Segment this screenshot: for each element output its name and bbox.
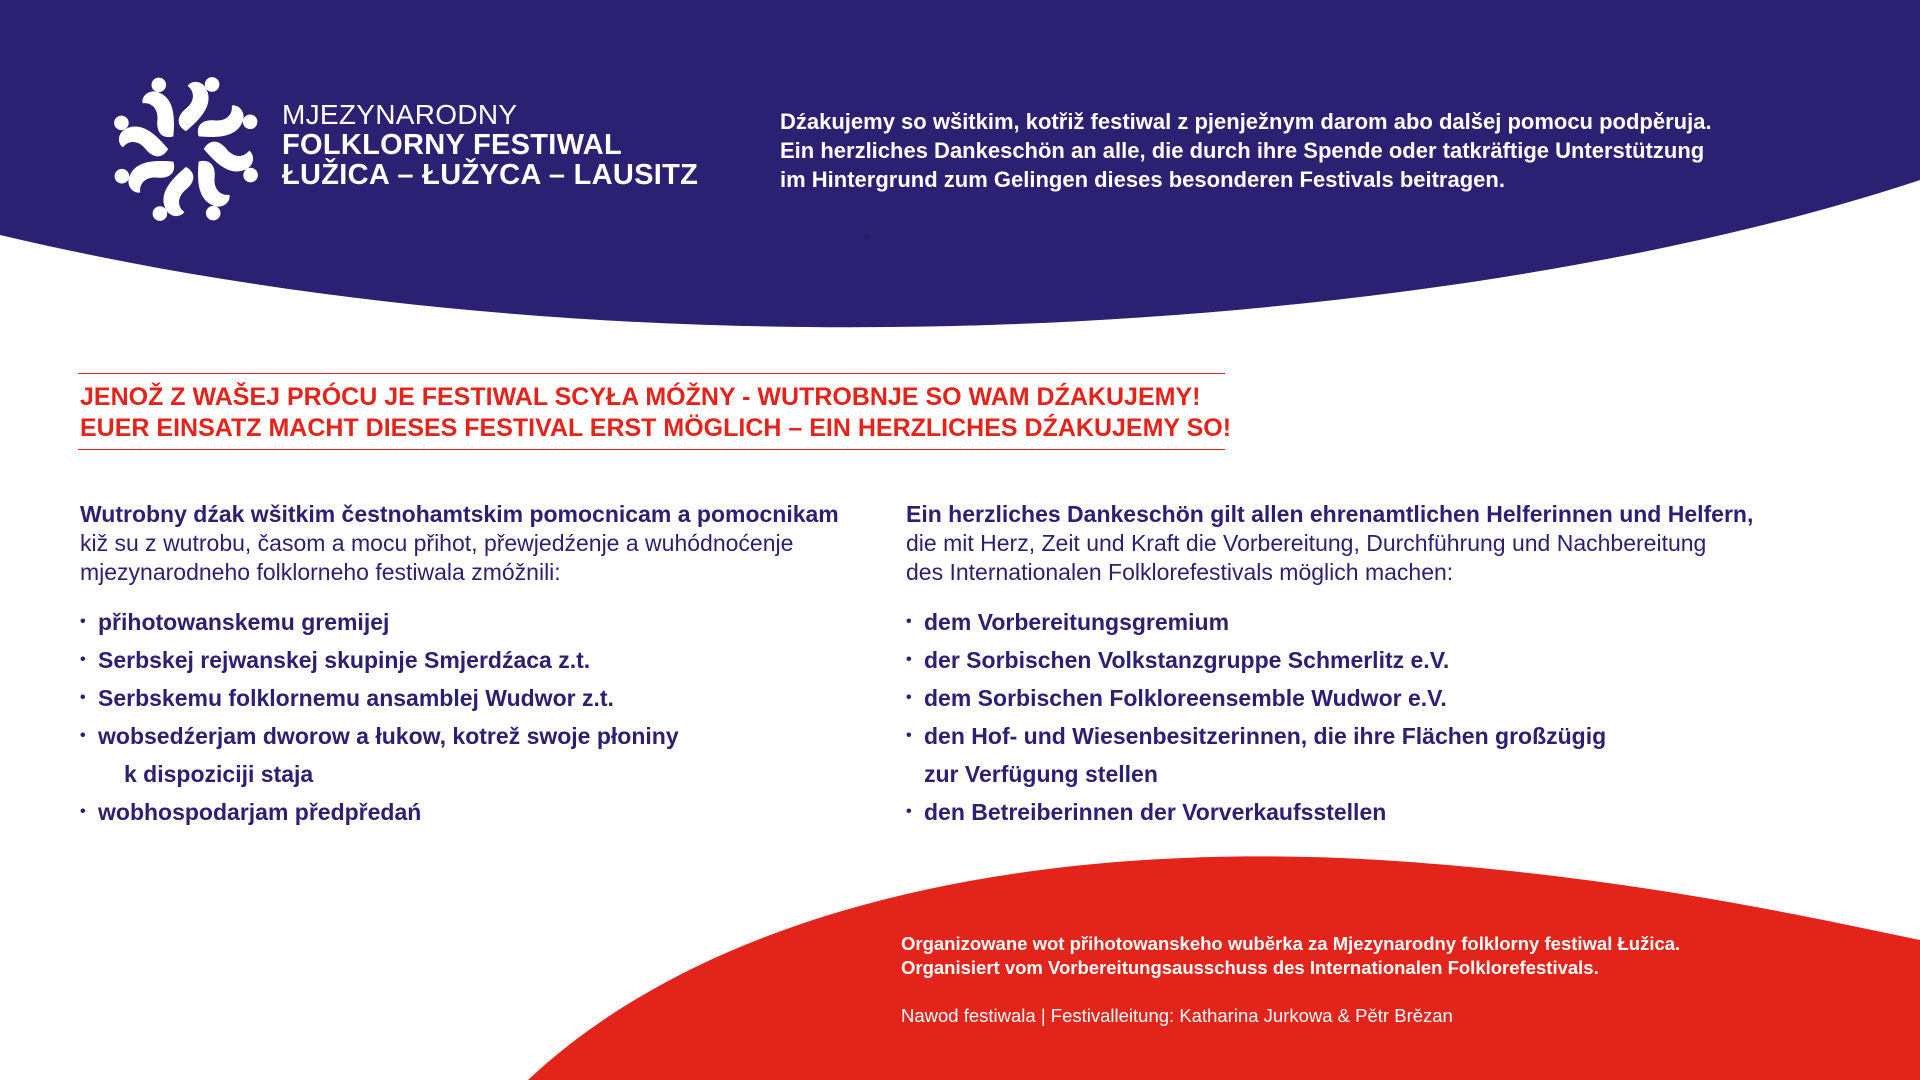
festival-leadership: Nawod festiwala | Festivalleitung: Katharina Jurkowa & Pětr Brězan <box>901 1005 1453 1026</box>
thanks-list <box>906 603 1866 831</box>
column-intro-heading: Ein herzliches Dankeschön gilt allen ehrenamtlichen Helferinnen und Helfern, <box>906 501 1754 527</box>
flower-dot <box>243 114 258 129</box>
thanks-list <box>80 603 900 831</box>
list-item <box>906 679 1866 717</box>
stray-caron-mark: ˇ <box>865 233 870 249</box>
bullet-icon: • <box>906 651 912 668</box>
flower-dot <box>115 169 130 184</box>
bullet-icon: • <box>80 803 86 820</box>
header-thanks-line: im Hintergrund zum Gelingen dieses besonderen Festivals beitragen. <box>780 167 1505 192</box>
list-item-text: den Betreiberinnen der Vorverkaufsstellen <box>924 799 1387 825</box>
bullet-icon: • <box>80 727 86 744</box>
column-intro-line: des Internationalen Folklorefestivals möglich machen: <box>906 559 1454 585</box>
list-item-text: dem Sorbischen Folkloreensemble Wudwor e.V. <box>924 685 1447 711</box>
list-item <box>80 679 900 717</box>
list-item <box>80 603 900 641</box>
bullet-icon: • <box>906 689 912 706</box>
list-item <box>80 641 900 679</box>
list-item <box>80 717 900 793</box>
header-thanks-text <box>780 107 1840 194</box>
list-item-text: wobhospodarjam předpředań <box>98 799 422 825</box>
german-thanks-column <box>906 500 1866 831</box>
flower-dot <box>114 116 129 131</box>
flower-ornament-icon <box>105 68 267 230</box>
list-item-text: dem Vorbereitungsgremium <box>924 609 1230 635</box>
flower-dot <box>243 168 258 183</box>
logo-line-1: MJEZYNARODNY <box>282 99 518 130</box>
sorbian-thanks-column <box>80 500 900 831</box>
bullet-icon: • <box>80 651 86 668</box>
logo-line-2: FOLKLORNY FESTIWAL <box>282 129 622 161</box>
footer-line-sorbian: Organizowane wot přihotowanskeho wuběrka za Mjezynarodny folklorny festiwal Łužica. <box>901 933 1681 954</box>
red-headline <box>78 373 1232 450</box>
list-item <box>906 603 1866 641</box>
bullet-icon: • <box>906 803 912 820</box>
list-item-continuation: zur Verfügung stellen <box>924 761 1158 787</box>
list-item <box>906 793 1866 831</box>
column-intro-line: mjezynarodneho folklorneho festiwala zmóžnili: <box>80 559 561 585</box>
bullet-icon: • <box>80 613 86 630</box>
list-item <box>80 793 900 831</box>
organizer-footer <box>901 932 1680 1028</box>
header-thanks-line: Ein herzliches Dankeschön an alle, die durch ihre Spende oder tatkräftige Unterstützung <box>780 138 1705 163</box>
column-intro-line: die mit Herz, Zeit und Kraft die Vorbereitung, Durchführung und Nachbereitung <box>906 530 1707 556</box>
headline-line-german: EUER EINSATZ MACHT DIESES FESTIVAL ERST MÖGLICH – EIN HERZLICHES DŹAKUJEMY SO! <box>80 414 1232 442</box>
flower-dot <box>206 206 221 221</box>
flower-dot <box>151 78 166 93</box>
list-item-text: Serbskej rejwanskej skupinje Smjerdźaca z.t. <box>98 647 591 673</box>
flower-dot <box>205 77 220 92</box>
festival-logo-text <box>282 100 698 190</box>
bullet-icon: • <box>906 613 912 630</box>
list-item-text: Serbskemu folklornemu ansamblej Wudwor z.t. <box>98 685 614 711</box>
list-item <box>906 641 1866 679</box>
list-item-text: wobsedźerjam dworow a łukow, kotrež swoje płoniny <box>98 723 679 749</box>
list-item-text: den Hof- und Wiesenbesitzerinnen, die ihre Flächen großzügig <box>924 723 1607 749</box>
column-intro-line: kiž su z wutrobu, časom a mocu přihot, přewjedźenje a wuhódnoćenje <box>80 530 794 556</box>
column-intro-heading: Wutrobny dźak wšitkim čestnohamtskim pomocnicam a pomocnikam <box>80 501 839 527</box>
header-thanks-line: Dźakujemy so wšitkim, kotřiž festiwal z pjenježnym darom abo dalšej pomocu podpěruja. <box>780 109 1712 134</box>
list-item-text: der Sorbischen Volkstanzgruppe Schmerlitz e.V. <box>924 647 1450 673</box>
logo-line-3: ŁUŽICA – ŁUŽYCA – LAUSITZ <box>282 159 699 191</box>
list-item-continuation: k dispoziciji staja <box>124 761 314 787</box>
list-item-text: přihotowanskemu gremijej <box>98 609 390 635</box>
footer-line-german: Organisiert vom Vorbereitungsausschuss des Internationalen Folklorefestivals. <box>901 957 1599 978</box>
bullet-icon: • <box>80 689 86 706</box>
list-item <box>906 717 1866 793</box>
headline-line-sorbian: JENOŽ Z WAŠEJ PRÓCU JE FESTIWAL SCYŁA MÓŽNY - WUTROBNJE SO WAM DŹAKUJEMY! <box>80 383 1201 411</box>
bullet-icon: • <box>906 727 912 744</box>
flower-dot <box>153 206 168 221</box>
